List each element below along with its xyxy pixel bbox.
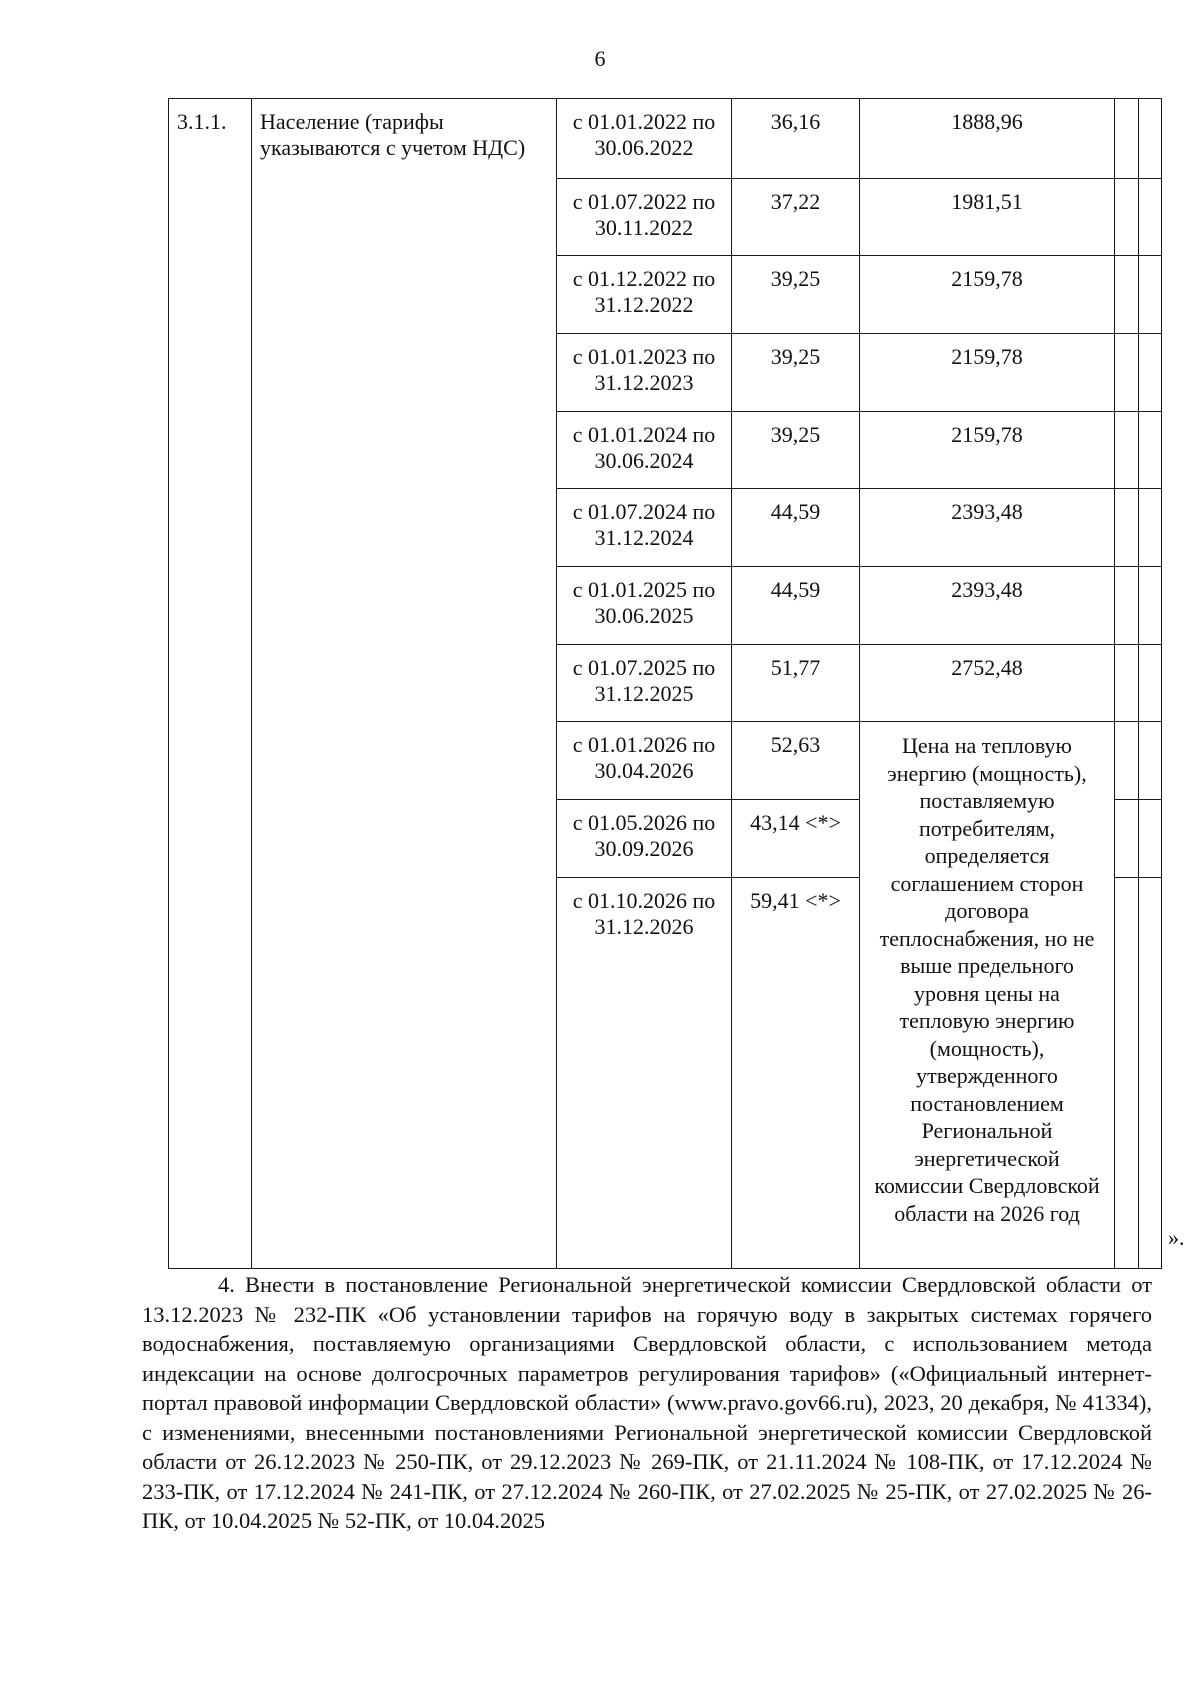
- tariff-value-cell: 51,77: [732, 645, 860, 722]
- merged-price-note: Цена на тепловую энергию (мощность), поставляемую потребителям, определяется соглашением сторон договора теплоснабжения, но не выше предельного уровня цены на тепловую энергию (мощность), утвержденного постановлением Региональной энергетической комиссии Свердловской области на 2026 год: [860, 722, 1115, 1269]
- empty-cell: [1139, 412, 1162, 489]
- tariff-value-cell: 36,16: [732, 99, 860, 179]
- price-cell: 2159,78: [860, 334, 1115, 412]
- price-cell: 1981,51: [860, 179, 1115, 256]
- price-cell: 2752,48: [860, 645, 1115, 722]
- empty-cell: [1115, 412, 1139, 489]
- tariff-value-cell: 37,22: [732, 179, 860, 256]
- period-cell: с 01.01.2026 по 30.04.2026: [557, 722, 732, 800]
- period-cell: с 01.01.2024 по 30.06.2024: [557, 412, 732, 489]
- period-cell: с 01.01.2022 по 30.06.2022: [557, 99, 732, 179]
- empty-cell: [1139, 800, 1162, 878]
- price-cell: 2159,78: [860, 256, 1115, 334]
- empty-cell: [1115, 878, 1139, 1269]
- period-cell: с 01.01.2023 по 31.12.2023: [557, 334, 732, 412]
- empty-cell: [1139, 334, 1162, 412]
- period-cell: с 01.12.2022 по 31.12.2022: [557, 256, 732, 334]
- consumer-cell: Население (тарифы указываются с учетом НДС): [252, 99, 557, 1269]
- empty-cell: [1139, 99, 1162, 179]
- page-number: 6: [594, 46, 606, 71]
- empty-cell: [1139, 567, 1162, 645]
- tariff-value-cell: 52,63: [732, 722, 860, 800]
- empty-cell: [1115, 489, 1139, 567]
- period-cell: с 01.07.2022 по 30.11.2022: [557, 179, 732, 256]
- period-cell: с 01.07.2025 по 31.12.2025: [557, 645, 732, 722]
- empty-cell: [1139, 489, 1162, 567]
- period-cell: с 01.05.2026 по 30.09.2026: [557, 800, 732, 878]
- empty-cell: [1115, 645, 1139, 722]
- empty-cell: [1139, 256, 1162, 334]
- tariff-value-cell: 39,25: [732, 256, 860, 334]
- tariff-table: [168, 98, 1162, 1269]
- empty-cell: [1139, 645, 1162, 722]
- tariff-value-cell: 43,14 <*>: [732, 800, 860, 878]
- empty-cell: [1115, 179, 1139, 256]
- period-cell: с 01.01.2025 по 30.06.2025: [557, 567, 732, 645]
- empty-cell: [1115, 800, 1139, 878]
- tariff-value-cell: 39,25: [732, 334, 860, 412]
- tariff-value-cell: 59,41 <*>: [732, 878, 860, 1269]
- row-number-cell: 3.1.1.: [169, 99, 252, 1269]
- price-cell: 2393,48: [860, 567, 1115, 645]
- empty-cell: [1115, 256, 1139, 334]
- price-cell: 2393,48: [860, 489, 1115, 567]
- closing-quote: ».: [1168, 1225, 1185, 1250]
- empty-cell: [1139, 179, 1162, 256]
- empty-cell: [1139, 878, 1162, 1269]
- price-cell: 1888,96: [860, 99, 1115, 179]
- price-cell: 2159,78: [860, 412, 1115, 489]
- tariff-value-cell: 39,25: [732, 412, 860, 489]
- tariff-value-cell: 44,59: [732, 567, 860, 645]
- period-cell: с 01.07.2024 по 31.12.2024: [557, 489, 732, 567]
- tariff-value-cell: 44,59: [732, 489, 860, 567]
- empty-cell: [1115, 567, 1139, 645]
- empty-cell: [1115, 722, 1139, 800]
- empty-cell: [1139, 722, 1162, 800]
- empty-cell: [1115, 334, 1139, 412]
- empty-cell: [1115, 99, 1139, 179]
- amendment-paragraph: 4. Внести в постановление Региональной энергетической комиссии Свердловской области от 13.12.2023 № 232-ПК «Об установлении тарифов на горячую воду в закрытых системах горячего водоснабжения, поставляемую организациями Свердловской области, с использованием метода индексации на основе долгосрочных параметров регулирования тарифов» («Официальный интернет-портал правовой информации Свердловской области» (www.pravo.gov66.ru), 2023, 20 декабря, № 41334), с изменениями, внесенными постановлениями Региональной энергетической комиссии Свердловской области от 26.12.2023 № 250-ПК, от 29.12.2023 № 269-ПК, от 21.11.2024 № 108-ПК, от 17.12.2024 № 233-ПК, от 17.12.2024 № 241-ПК, от 27.12.2024 № 260-ПК, от 27.02.2025 № 25-ПК, от 27.02.2025 № 26-ПК, от 10.04.2025 № 52-ПК, от 10.04.2025: [142, 1272, 1152, 1533]
- period-cell: с 01.10.2026 по 31.12.2026: [557, 878, 732, 1269]
